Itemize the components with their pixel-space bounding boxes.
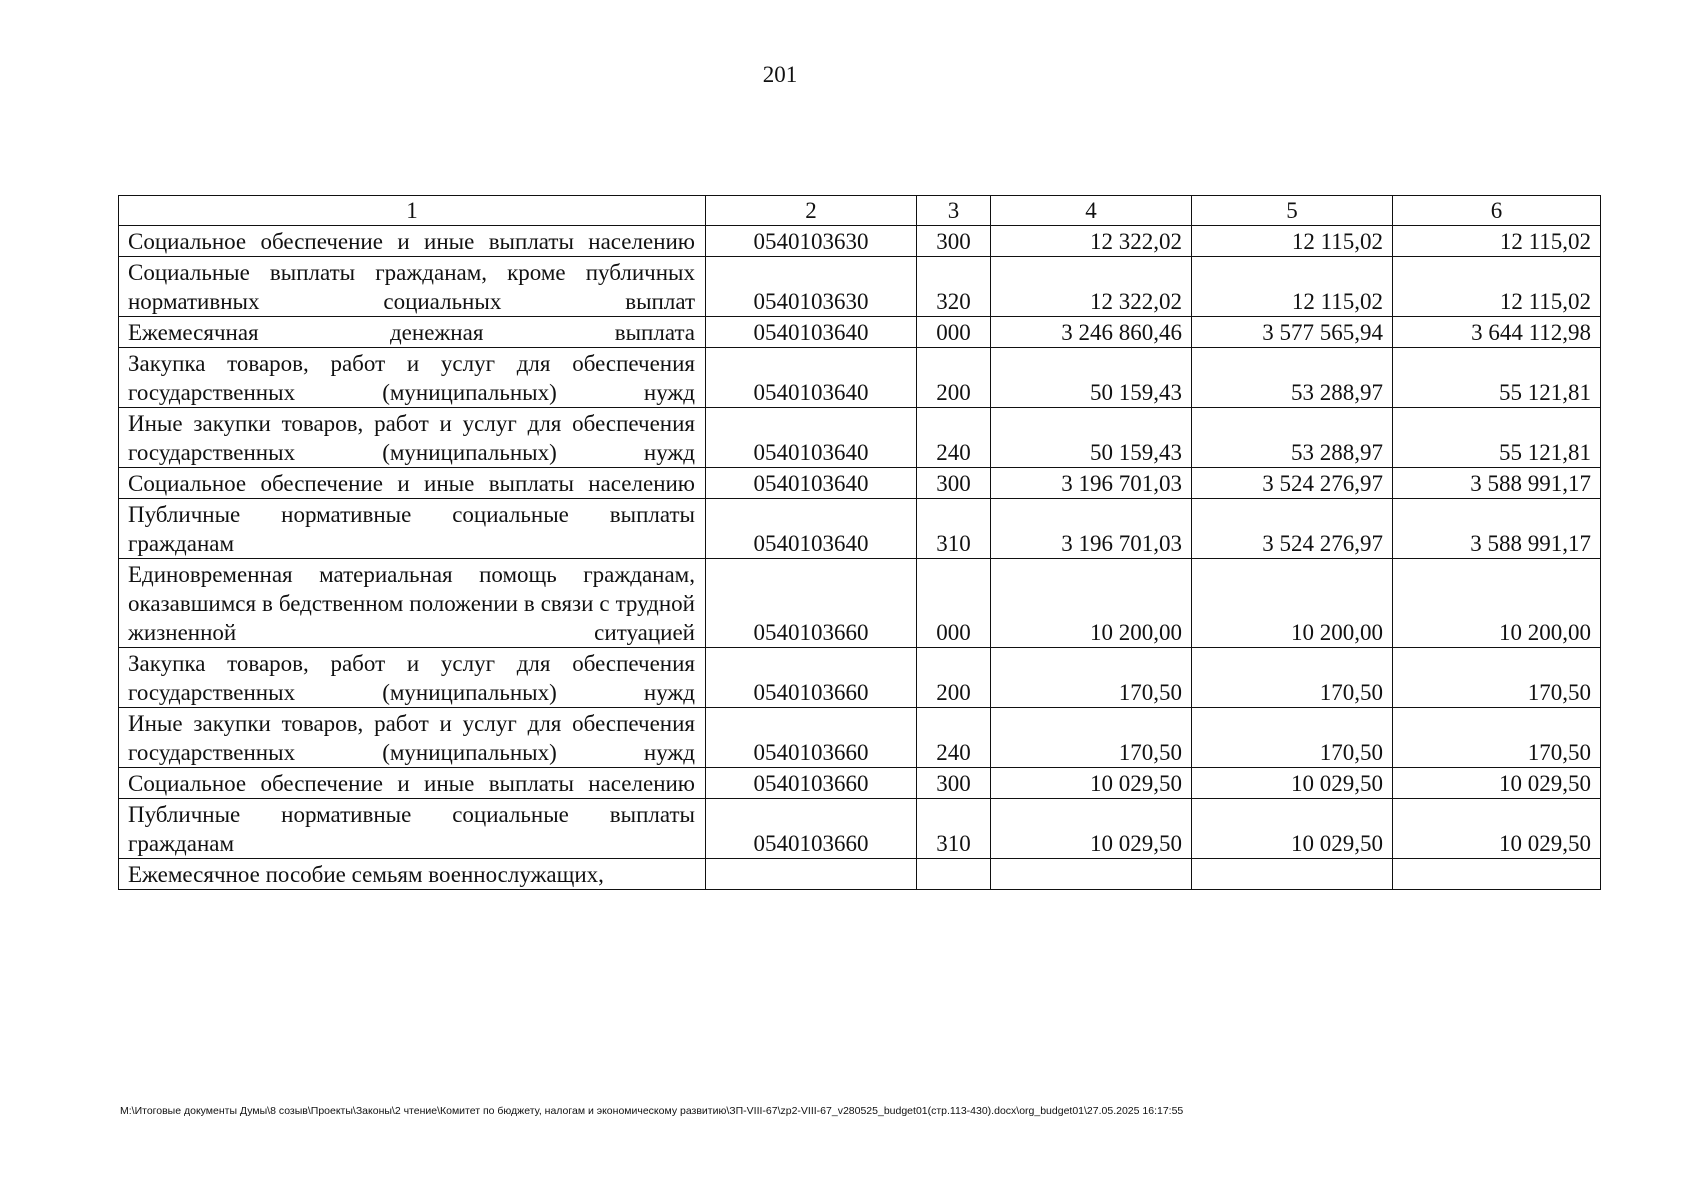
target-code-cell: 0540103640 bbox=[706, 348, 917, 408]
amount-cell: 10 029,50 bbox=[1393, 768, 1601, 799]
target-code-cell: 0540103660 bbox=[706, 799, 917, 859]
column-header: 4 bbox=[991, 196, 1192, 226]
expense-type-cell: 240 bbox=[917, 708, 991, 768]
amount-cell: 10 200,00 bbox=[1393, 559, 1601, 648]
expense-type-cell: 000 bbox=[917, 317, 991, 348]
amount-cell: 12 322,02 bbox=[991, 257, 1192, 317]
row-name-cell: Иные закупки товаров, работ и услуг для обеспечения государственных (муниципальных) нужд bbox=[119, 408, 706, 468]
budget-table bbox=[118, 195, 1601, 890]
amount-cell bbox=[1192, 859, 1393, 890]
expense-type-cell: 000 bbox=[917, 559, 991, 648]
expense-type-cell: 240 bbox=[917, 408, 991, 468]
amount-cell: 10 029,50 bbox=[991, 799, 1192, 859]
row-name-cell: Ежемесячное пособие семьям военнослужащих, bbox=[119, 859, 706, 890]
row-name-cell: Иные закупки товаров, работ и услуг для обеспечения государственных (муниципальных) нужд bbox=[119, 708, 706, 768]
table-row bbox=[119, 468, 1601, 499]
table-row bbox=[119, 408, 1601, 468]
row-name-cell: Единовременная материальная помощь гражданам, оказавшимся в бедственном положении в связи с трудной жизненной ситуацией bbox=[119, 559, 706, 648]
target-code-cell: 0540103640 bbox=[706, 499, 917, 559]
amount-cell: 55 121,81 bbox=[1393, 348, 1601, 408]
expense-type-cell: 320 bbox=[917, 257, 991, 317]
amount-cell: 10 029,50 bbox=[991, 768, 1192, 799]
amount-cell: 10 029,50 bbox=[1192, 799, 1393, 859]
amount-cell: 12 115,02 bbox=[1393, 257, 1601, 317]
amount-cell: 10 029,50 bbox=[1393, 799, 1601, 859]
amount-cell bbox=[991, 859, 1192, 890]
row-name-cell: Публичные нормативные социальные выплаты гражданам bbox=[119, 499, 706, 559]
column-header: 6 bbox=[1393, 196, 1601, 226]
table-row bbox=[119, 559, 1601, 648]
table-row bbox=[119, 799, 1601, 859]
amount-cell: 3 644 112,98 bbox=[1393, 317, 1601, 348]
amount-cell: 3 588 991,17 bbox=[1393, 468, 1601, 499]
table-row bbox=[119, 317, 1601, 348]
expense-type-cell: 300 bbox=[917, 468, 991, 499]
row-name-cell: Социальное обеспечение и иные выплаты населению bbox=[119, 768, 706, 799]
amount-cell: 3 577 565,94 bbox=[1192, 317, 1393, 348]
target-code-cell: 0540103630 bbox=[706, 226, 917, 257]
amount-cell: 53 288,97 bbox=[1192, 348, 1393, 408]
column-header: 5 bbox=[1192, 196, 1393, 226]
target-code-cell: 0540103660 bbox=[706, 648, 917, 708]
table-row bbox=[119, 859, 1601, 890]
row-name-cell: Публичные нормативные социальные выплаты гражданам bbox=[119, 799, 706, 859]
page-number: 201 bbox=[762, 62, 798, 87]
table-row bbox=[119, 226, 1601, 257]
expense-type-cell bbox=[917, 859, 991, 890]
amount-cell: 170,50 bbox=[1393, 648, 1601, 708]
expense-type-cell: 310 bbox=[917, 799, 991, 859]
target-code-cell: 0540103660 bbox=[706, 559, 917, 648]
amount-cell: 3 524 276,97 bbox=[1192, 468, 1393, 499]
amount-cell: 170,50 bbox=[1192, 708, 1393, 768]
amount-cell: 170,50 bbox=[991, 648, 1192, 708]
amount-cell: 170,50 bbox=[991, 708, 1192, 768]
column-header: 1 bbox=[119, 196, 706, 226]
file-path-footer: M:\Итоговые документы Думы\8 созыв\Проекты\Законы\2 чтение\Комитет по бюджету, налогам и экономическому развитию\ЗП-VIII-67\zp2-VIII-67_v280525_budget01(стр.113-430).docx\org_budget01\27.05.2025 16:17:55 bbox=[120, 1105, 1184, 1117]
table-row bbox=[119, 257, 1601, 317]
amount-cell: 50 159,43 bbox=[991, 348, 1192, 408]
amount-cell: 3 588 991,17 bbox=[1393, 499, 1601, 559]
amount-cell: 10 200,00 bbox=[991, 559, 1192, 648]
expense-type-cell: 200 bbox=[917, 648, 991, 708]
amount-cell bbox=[1393, 859, 1601, 890]
target-code-cell: 0540103640 bbox=[706, 468, 917, 499]
row-name-cell: Ежемесячная денежная выплата bbox=[119, 317, 706, 348]
row-name-cell: Закупка товаров, работ и услуг для обеспечения государственных (муниципальных) нужд bbox=[119, 648, 706, 708]
amount-cell: 12 115,02 bbox=[1393, 226, 1601, 257]
row-name-cell: Социальные выплаты гражданам, кроме публичных нормативных социальных выплат bbox=[119, 257, 706, 317]
target-code-cell bbox=[706, 859, 917, 890]
row-name-cell: Закупка товаров, работ и услуг для обеспечения государственных (муниципальных) нужд bbox=[119, 348, 706, 408]
target-code-cell: 0540103640 bbox=[706, 317, 917, 348]
amount-cell: 12 322,02 bbox=[991, 226, 1192, 257]
amount-cell: 12 115,02 bbox=[1192, 226, 1393, 257]
table-row bbox=[119, 348, 1601, 408]
expense-type-cell: 300 bbox=[917, 226, 991, 257]
table-row bbox=[119, 708, 1601, 768]
amount-cell: 50 159,43 bbox=[991, 408, 1192, 468]
row-name-cell: Социальное обеспечение и иные выплаты населению bbox=[119, 226, 706, 257]
amount-cell: 3 246 860,46 bbox=[991, 317, 1192, 348]
amount-cell: 53 288,97 bbox=[1192, 408, 1393, 468]
table-row bbox=[119, 768, 1601, 799]
column-header: 2 bbox=[706, 196, 917, 226]
amount-cell: 170,50 bbox=[1393, 708, 1601, 768]
target-code-cell: 0540103660 bbox=[706, 768, 917, 799]
amount-cell: 55 121,81 bbox=[1393, 408, 1601, 468]
header-row bbox=[119, 196, 1601, 226]
column-header: 3 bbox=[917, 196, 991, 226]
amount-cell: 170,50 bbox=[1192, 648, 1393, 708]
target-code-cell: 0540103660 bbox=[706, 708, 917, 768]
amount-cell: 12 115,02 bbox=[1192, 257, 1393, 317]
target-code-cell: 0540103640 bbox=[706, 408, 917, 468]
amount-cell: 3 524 276,97 bbox=[1192, 499, 1393, 559]
amount-cell: 10 029,50 bbox=[1192, 768, 1393, 799]
amount-cell: 3 196 701,03 bbox=[991, 499, 1192, 559]
expense-type-cell: 200 bbox=[917, 348, 991, 408]
target-code-cell: 0540103630 bbox=[706, 257, 917, 317]
amount-cell: 10 200,00 bbox=[1192, 559, 1393, 648]
expense-type-cell: 310 bbox=[917, 499, 991, 559]
expense-type-cell: 300 bbox=[917, 768, 991, 799]
table-row bbox=[119, 499, 1601, 559]
row-name-cell: Социальное обеспечение и иные выплаты населению bbox=[119, 468, 706, 499]
amount-cell: 3 196 701,03 bbox=[991, 468, 1192, 499]
table-row bbox=[119, 648, 1601, 708]
